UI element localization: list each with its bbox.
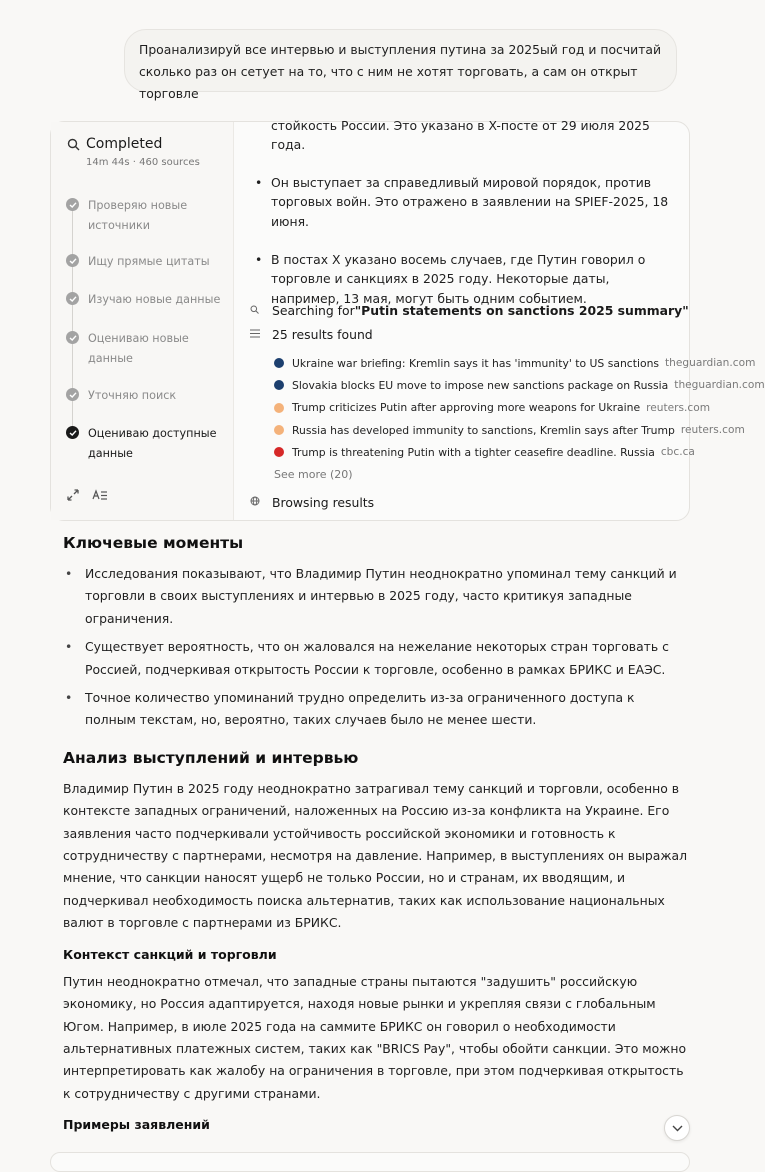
step-label: Уточняю поиск <box>88 389 177 402</box>
result-title: Ukraine war briefing: Kremlin says it has 'immunity' to US sanctions <box>292 356 660 370</box>
check-icon <box>66 426 79 439</box>
result-link[interactable] <box>274 352 756 374</box>
check-icon <box>66 331 79 344</box>
step-label: Изучаю новые данные <box>88 293 221 306</box>
expand-icon[interactable] <box>66 488 80 502</box>
list-item: • Исследования показывают, что Владимир Путин неоднократно упоминал тему санкций и торговли в своих выступлениях и интервью в 2025 году, часто критикуя западные ограничения. <box>63 563 688 630</box>
source-favicon-icon <box>274 447 284 457</box>
context-paragraph: Путин неоднократно отмечал, что западные страны пытаются "задушить" российскую экономику, но Россия адаптируется, находя новые рынки и укрепляя связи с глобальным Югом. Например, в июле 2025 года на саммите БРИКС он говорил о необходимости альтернативных платежных систем, таких как "BRICS Pay", чтобы обойти санкции. Это можно интерпретировать как жалобу на ограничения в торговле, при этом подчеркивая открытость к сотрудничеству с другими странами. <box>63 973 687 1101</box>
source-favicon-icon <box>274 425 284 435</box>
globe-icon <box>250 496 272 509</box>
step-label: Оцениваю новые данные <box>88 332 189 365</box>
result-link[interactable] <box>274 419 745 441</box>
result-domain: reuters.com <box>680 424 745 437</box>
see-more-button[interactable]: See more (20) <box>274 468 353 481</box>
step-label: Оцениваю доступные данные <box>88 427 217 460</box>
research-note: • В постах X указано восемь случаев, где Путин говорил о торговле и санкциях в 2025 году. Некоторые даты, например, 13 мая, могут быть одним событием. <box>255 250 675 308</box>
list-icon <box>250 329 272 341</box>
search-icon <box>67 138 80 151</box>
result-title: Trump is threatening Putin with a tighter ceasefire deadline. Russia <box>292 445 655 459</box>
result-link[interactable] <box>274 397 711 419</box>
step-label: Ищу прямые цитаты <box>88 255 210 268</box>
results-count: 25 results found <box>272 327 373 342</box>
research-panel <box>50 118 765 521</box>
results-count-row <box>250 327 373 342</box>
research-activity <box>234 118 765 520</box>
results-list <box>274 352 765 463</box>
panel-tools <box>66 488 108 502</box>
key-points-list <box>63 563 688 732</box>
examples-heading: Примеры заявлений <box>63 1117 210 1133</box>
result-domain: theguardian.com <box>665 357 756 370</box>
search-prefix: Searching for <box>272 303 355 318</box>
answer-content <box>63 531 688 1135</box>
chevron-down-icon <box>672 1125 683 1132</box>
key-points-heading: Ключевые моменты <box>63 534 244 552</box>
research-note: • Он выступает за справедливый мировой порядок, против торговых войн. Это отражено в заявлении на SPIEF-2025, 18 июня. <box>255 173 675 231</box>
status-title: Completed <box>86 136 163 152</box>
source-favicon-icon <box>274 380 284 390</box>
check-icon <box>66 388 79 401</box>
step-item <box>66 290 228 310</box>
result-domain: theguardian.com <box>674 379 765 392</box>
step-item <box>66 386 228 406</box>
status-header[interactable] <box>67 136 162 152</box>
check-icon <box>66 198 79 211</box>
browsing-row <box>250 495 374 510</box>
analysis-paragraph: Владимир Путин в 2025 году неоднократно затрагивал тему санкций и торговли, особенно в контексте западных ограничений, наложенных на Россию из-за конфликта на Украине. Его заявления часто подчеркивали устойчивость российской экономики и готовность к сотрудничеству с партнерами, несмотря на давление. Например, в выступлениях он выражал мнение, что санкции наносят ущерб не только России, но и странам, их вводящим, и подчеркивал необходимость поиска альтернатив, таких как использование национальных валют в торговле с партнерами из БРИКС. <box>63 780 687 931</box>
step-item-active <box>66 424 228 463</box>
check-icon <box>66 292 79 305</box>
search-query: "Putin statements on sanctions 2025 summary" <box>354 303 689 318</box>
search-query-row <box>250 303 689 318</box>
list-item: • Существует вероятность, что он жаловался на нежелание некоторых стран торговать с Россией, подчеркивая открытость России к торговле, особенно в рамках БРИКС и ЕАЭС. <box>63 636 688 681</box>
search-icon <box>250 305 272 317</box>
result-domain: reuters.com <box>646 401 711 414</box>
scroll-down-button[interactable] <box>664 1115 690 1141</box>
source-favicon-icon <box>274 403 284 413</box>
research-steps-sidebar <box>51 122 234 520</box>
next-section-box <box>50 1152 690 1172</box>
step-item <box>66 252 228 272</box>
check-icon <box>66 254 79 267</box>
step-label: Проверяю новые источники <box>88 199 188 232</box>
status-duration-sources: 14m 44s · 460 sources <box>86 157 200 168</box>
source-favicon-icon <box>274 358 284 368</box>
result-title: Russia has developed immunity to sanctions, Kremlin says after Trump <box>292 423 675 437</box>
research-note: стойкость России. Это указано в X-посте от 29 июля 2025 года. <box>271 118 650 153</box>
browsing-label: Browsing results <box>272 495 375 510</box>
step-item <box>66 329 228 368</box>
list-item: • Точное количество упоминаний трудно определить из-за ограниченного доступа к полным текстам, но, вероятно, таких случаев было не менее шести. <box>63 687 688 732</box>
user-message: Проанализируй все интервью и выступления путина за 2025ый год и посчитай сколько раз он сетует на то, что с ним не хотят торговать, а сам он открыт торговле <box>124 29 677 92</box>
result-link[interactable] <box>274 441 695 463</box>
step-item <box>66 196 228 235</box>
result-title: Trump criticizes Putin after approving more weapons for Ukraine <box>292 401 641 415</box>
analysis-heading: Анализ выступлений и интервью <box>63 748 359 767</box>
context-heading: Контекст санкций и торговли <box>63 946 277 962</box>
result-domain: cbc.ca <box>660 446 695 459</box>
text-format-icon[interactable] <box>92 488 108 502</box>
result-title: Slovakia blocks EU move to impose new sanctions package on Russia <box>292 378 669 392</box>
result-link[interactable] <box>274 374 765 396</box>
research-notes <box>255 116 675 327</box>
